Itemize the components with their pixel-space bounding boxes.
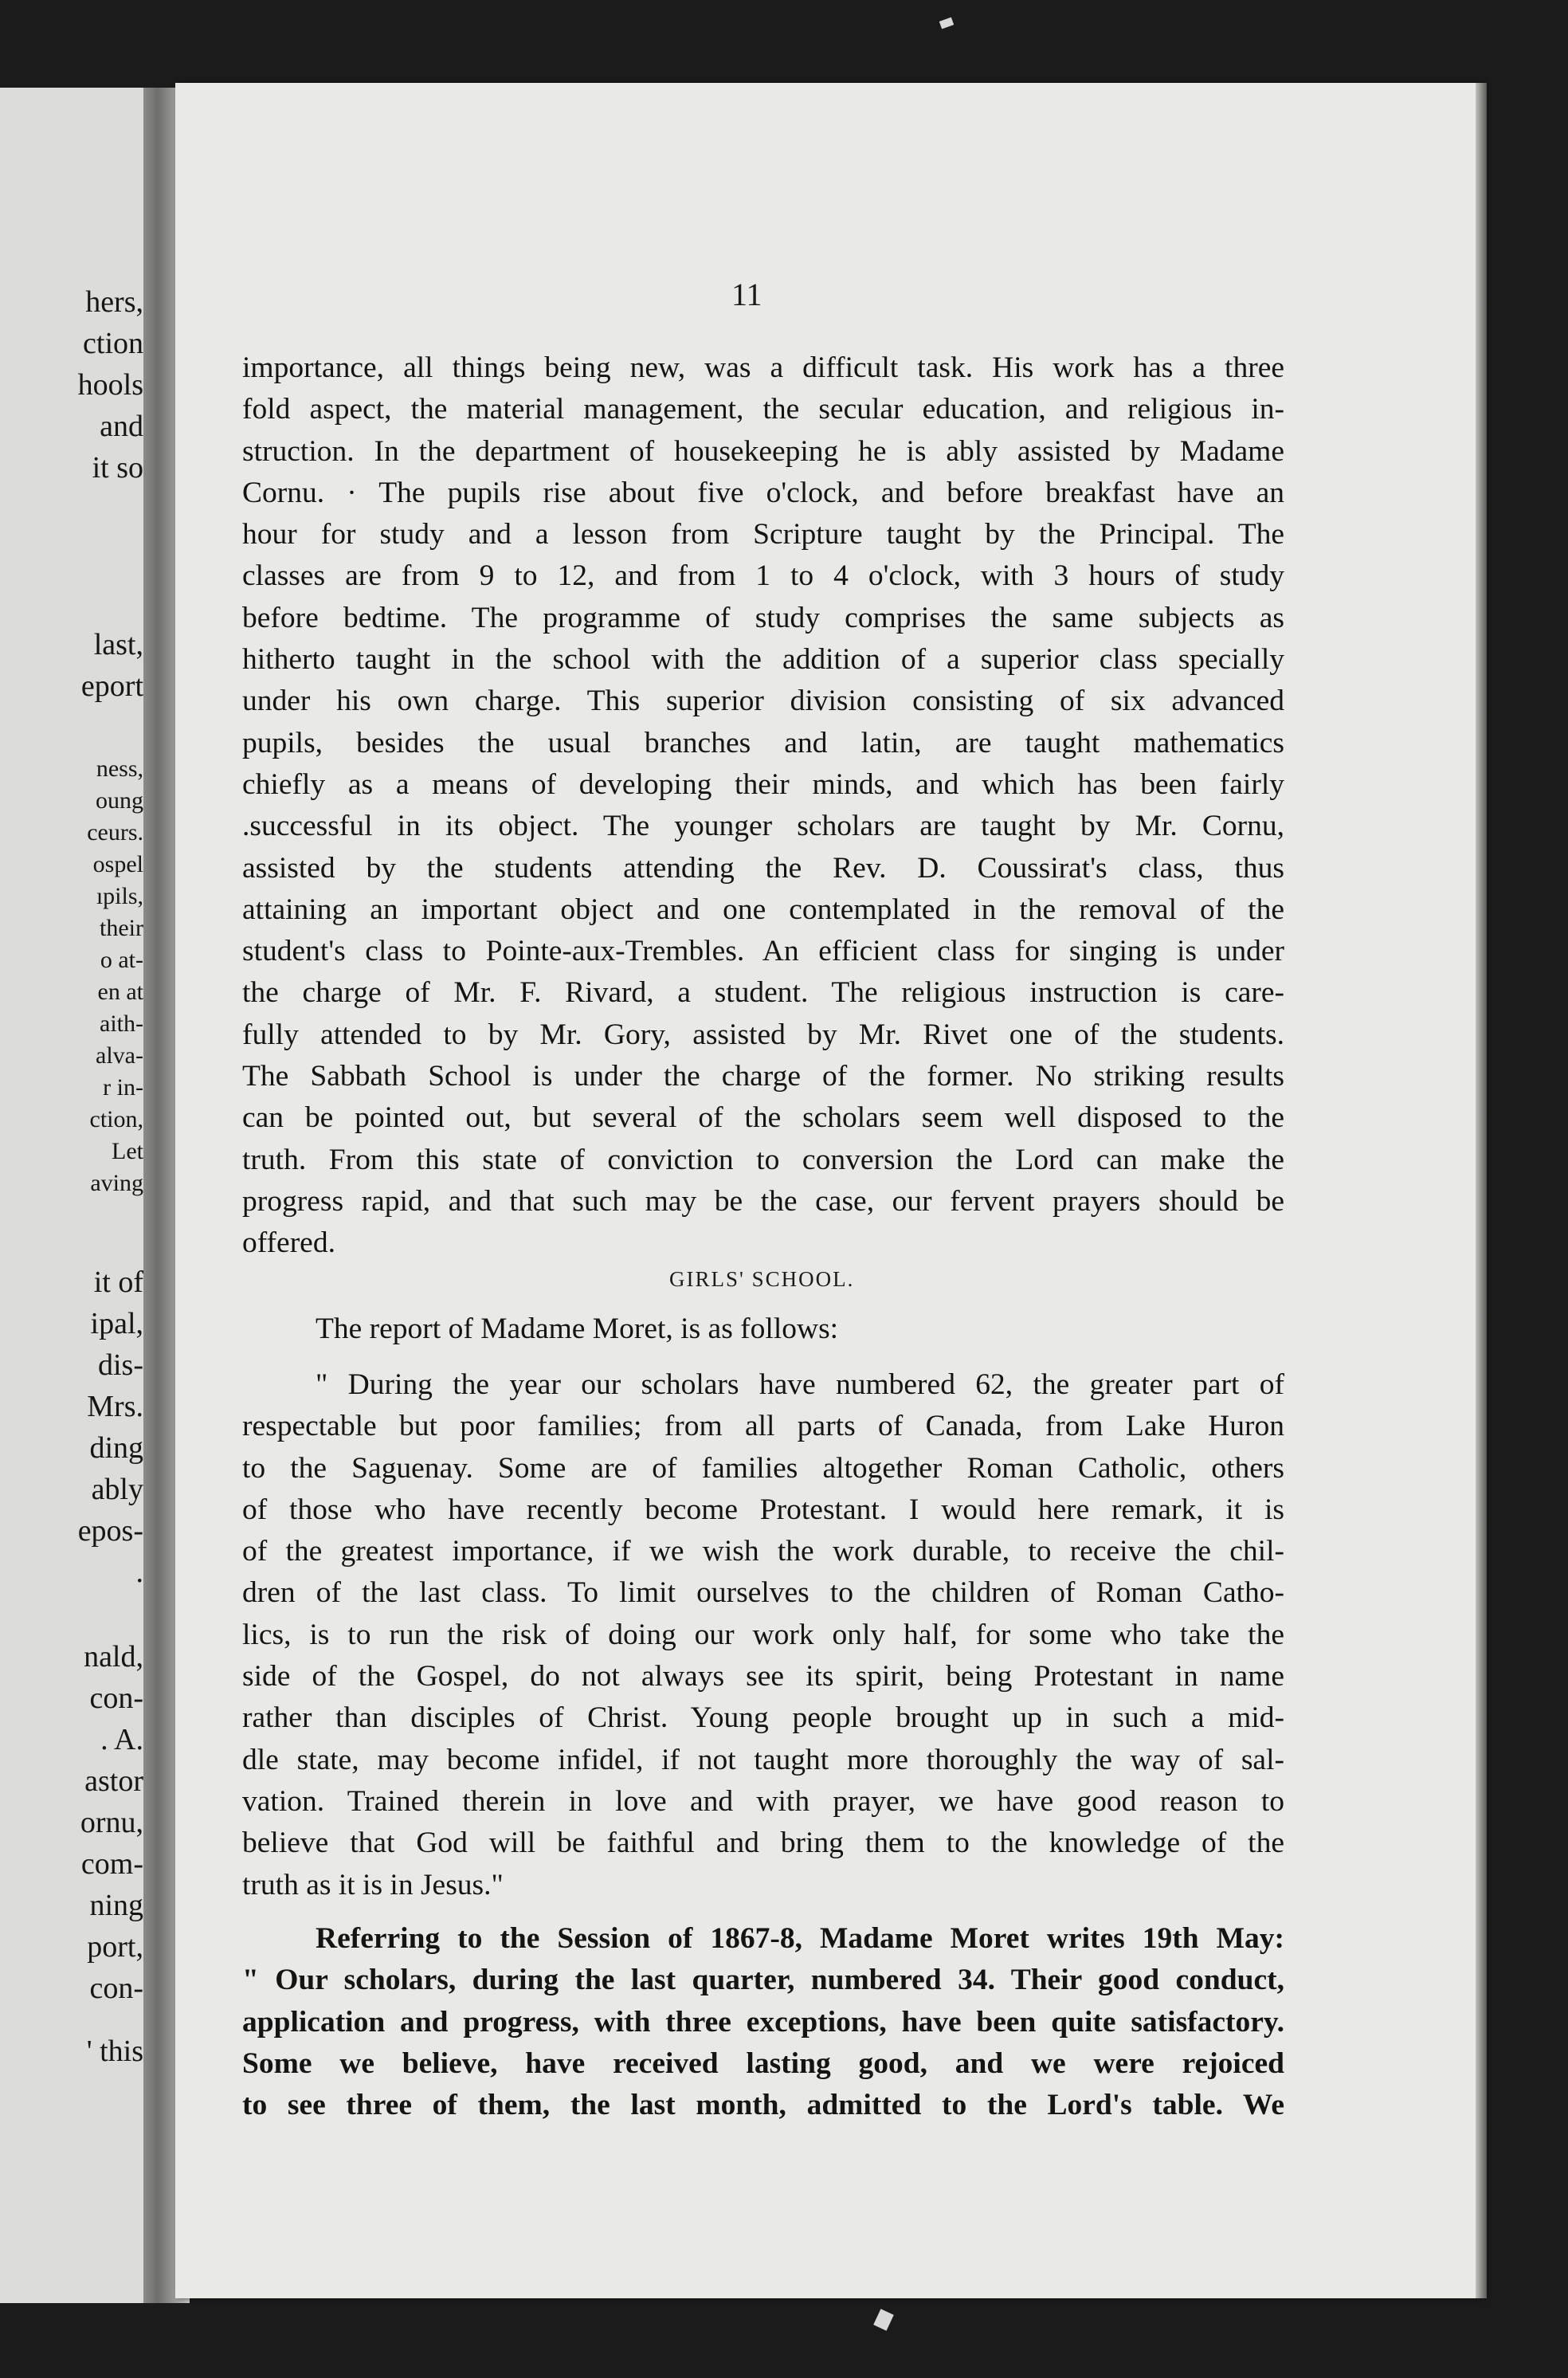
fragment-text-line: ding [89, 1431, 143, 1465]
text-line: " During the year our scholars have numbered 62, the greater part of [316, 1368, 1284, 1401]
text-line: offered. [242, 1226, 335, 1260]
text-line: Some we believe, have received lasting good, and we were rejoiced [242, 2046, 1284, 2080]
body-paragraph-3 [242, 1364, 1284, 1906]
fragment-text-line: aith- [100, 1010, 143, 1037]
text-line: struction. In the department of housekeeping he is ably assisted by Madame [242, 434, 1284, 468]
text-line: chiefly as a means of developing their minds, and which has been fairly [242, 767, 1284, 801]
fragment-text-line: ction, [89, 1106, 143, 1132]
fragment-text-line: their [100, 915, 143, 941]
body-paragraph-4 [242, 1918, 1284, 2126]
text-line: hour for study and a lesson from Scripture taught by the Principal. The [242, 518, 1284, 551]
body-paragraph-2 [242, 1309, 1284, 1350]
fragment-text-line: . A. [100, 1723, 143, 1756]
fragment-text-line: aving [90, 1170, 143, 1196]
page-number: 11 [731, 277, 762, 312]
text-line: vation. Trained therein in love and with prayer, we have good reason to [242, 1784, 1284, 1818]
page-edge [1476, 83, 1487, 2298]
fragment-text-line: ably [91, 1473, 143, 1506]
fragment-text-line: Let [112, 1138, 143, 1164]
text-line: under his own charge. This superior division consisting of six advanced [242, 685, 1284, 718]
fragment-text-line: ction [83, 327, 143, 360]
fragment-text-line: and [100, 410, 143, 443]
fragment-text-line: ness, [96, 755, 143, 782]
text-line: assisted by the students attending the Rev. D. Coussirat's class, thus [242, 851, 1284, 885]
previous-page-fragment [0, 88, 148, 2303]
text-line: dle state, may become infidel, if not taught more thoroughly the way of sal- [242, 1743, 1284, 1776]
text-line: truth. From this state of conviction to conversion the Lord can make the [242, 1143, 1284, 1176]
text-line: lics, is to run the risk of doing our work only half, for some who take the [242, 1618, 1284, 1651]
text-line: attaining an important object and one contemplated in the removal of the [242, 893, 1284, 926]
fragment-text-line: hools [77, 368, 143, 402]
fragment-text-line: it of [93, 1266, 143, 1299]
body-paragraph-1 [242, 347, 1284, 1265]
fragment-text-line: con- [89, 1972, 143, 2005]
text-line: hitherto taught in the school with the addition of a superior class specially [242, 643, 1284, 677]
fragment-text-line: . [135, 1556, 143, 1589]
fragment-text-line: last, [93, 628, 143, 661]
text-line: rather than disciples of Christ. Young people brought up in such a mid- [242, 1701, 1284, 1735]
text-line: believe that God will be faithful and bring them to the knowledge of the [242, 1827, 1284, 1860]
text-line: truth as it is in Jesus." [242, 1868, 504, 1901]
text-line: the charge of Mr. F. Rivard, a student. The religious instruction is care- [242, 976, 1284, 1010]
text-line: " Our scholars, during the last quarter, numbered 34. Their good conduct, [242, 1964, 1284, 1997]
text-line: of those who have recently become Protestant. I would here remark, it is [242, 1493, 1284, 1526]
fragment-text-line: port, [87, 1930, 143, 1964]
fragment-text-line: o at- [100, 947, 143, 973]
fragment-text-line: ' this [86, 2035, 143, 2068]
text-line: importance, all things being new, was a difficult task. His work has a three [242, 351, 1284, 384]
text-line: The report of Madame Moret, is as follows: [316, 1313, 839, 1345]
text-line: can be pointed out, but several of the scholars seem well disposed to the [242, 1101, 1284, 1135]
section-heading: GIRLS' SCHOOL. [669, 1267, 855, 1291]
fragment-text-line: ceurs. [87, 819, 143, 846]
fragment-text-line: nald, [84, 1640, 143, 1674]
text-line: respectable but poor families; from all parts of Canada, from Lake Huron [242, 1410, 1284, 1443]
text-line: dren of the last class. To limit ourselves to the children of Roman Catho- [242, 1576, 1284, 1610]
fragment-text-line: com- [80, 1847, 143, 1881]
text-line: Referring to the Session of 1867-8, Madame Moret writes 19th May: [316, 1922, 1284, 1955]
text-line: before bedtime. The programme of study comprises the same subjects as [242, 601, 1284, 634]
fragment-text-line: oung [96, 787, 143, 814]
fragment-text-line: ipal, [90, 1307, 143, 1340]
fragment-text-line: it so [92, 451, 143, 485]
fragment-text-line: ıpils, [96, 883, 143, 909]
text-line: to the Saguenay. Some are of families altogether Roman Catholic, others [242, 1451, 1284, 1485]
scan-speck [873, 2309, 894, 2331]
text-line: Cornu. · The pupils rise about five o'clock, and before breakfast have an [242, 476, 1284, 509]
fragment-text-line: hers, [85, 285, 143, 319]
text-line: to see three of them, the last month, admitted to the Lord's table. We [242, 2089, 1284, 2122]
text-line: pupils, besides the usual branches and latin, are taught mathematics [242, 726, 1284, 759]
fragment-text-line: dis- [98, 1348, 143, 1382]
fragment-text-line: ning [89, 1889, 143, 1922]
fragment-text-line: con- [89, 1681, 143, 1715]
fragment-text-line: astor [84, 1764, 143, 1798]
fragment-text-line: r in- [103, 1074, 143, 1101]
text-line: student's class to Pointe-aux-Trembles. An efficient class for singing is under [242, 935, 1284, 968]
fragment-text-line: ospel [92, 851, 143, 877]
text-line: fully attended to by Mr. Gory, assisted by Mr. Rivet one of the students. [242, 1018, 1284, 1051]
fragment-text-line: ornu, [80, 1806, 143, 1839]
text-line: of the greatest importance, if we wish the work durable, to receive the chil- [242, 1535, 1284, 1568]
text-line: .successful in its object. The younger scholars are taught by Mr. Cornu, [242, 810, 1284, 843]
fragment-text-line: epos- [77, 1514, 143, 1548]
text-line: progress rapid, and that such may be the case, our fervent prayers should be [242, 1184, 1284, 1218]
text-line: classes are from 9 to 12, and from 1 to 4 o'clock, with 3 hours of study [242, 559, 1284, 593]
text-line: side of the Gospel, do not always see its spirit, being Protestant in name [242, 1660, 1284, 1693]
fragment-text-line: eport [80, 669, 143, 703]
text-line: fold aspect, the material management, the secular education, and religious in- [242, 393, 1284, 426]
text-line: application and progress, with three exceptions, have been quite satisfactory. [242, 2005, 1284, 2039]
text-line: The Sabbath School is under the charge of the former. No striking results [242, 1060, 1284, 1093]
fragment-text-line: alva- [96, 1042, 143, 1069]
fragment-text-line: Mrs. [87, 1390, 143, 1423]
fragment-text-line: en at [97, 979, 143, 1005]
scan-speck [939, 18, 954, 29]
